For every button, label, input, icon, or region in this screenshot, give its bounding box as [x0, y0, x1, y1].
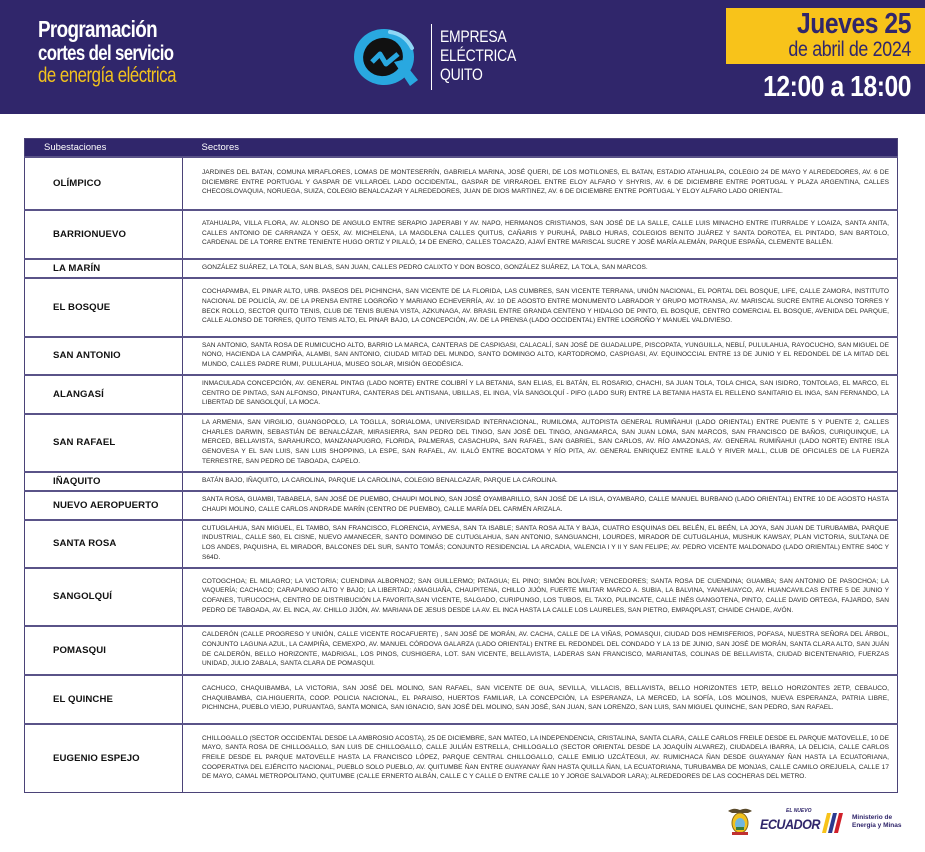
sectors-list: SAN ANTONIO, SANTA ROSA DE RUMICUCHO ALTO, BARRIO LA MARCA, CANTERAS DE CASPIGASI, CALACALÍ, SAN JOSÉ DE GUADALUPE, PISCOPATA, YUNGUILLA, NEBLÍ, PULULAHUA, RAYOCUCHO, SAN MIGUEL DE NONO, HACIENDA LA CAMPIÑA, ALAMBI, SAN ANTONIO, CIUDAD MITAD DEL MUNDO, SANTO DOMINGO ALTO, KARTODROMO, CASPIGASI, AV. EQUINOCCIAL ENTRE 13 DE JUNIO Y EL REDONDEL DE LA MITAD DEL MUNDO, CALLES PADRE RUMI, PULULAHUA, MUSEO SOLAR, MISIÓN GEODÉSICA. — [183, 337, 898, 375]
sectors-list: ATAHUALPA, VILLA FLORA, AV. ALONSO DE ANGULO ENTRE SERAPIO JAPERABI Y AV. NAPO, HERMANOS CRISTIANOS, SAN JOSÉ DE LA SALLE, CALLE LUIS MINACHO ENTRE ITURRALDE Y LOAIZA, SANTA ANITA, CALLES ANTONIO DE CARRANZA Y OE5X, AV. MICHELENA, LA MAGDLENA CALLES QUITUS, CAÑARIS Y PURUHÁ, PABLO HURAS, COLEGIOS BENITO JUÁREZ Y SANTA DOROTEA, EL PINTADO, SAN BARTOLO, CARDENAL DE LA TORRE ENTRE TENIENTE HUGO ORTIZ Y PILALÓ, 14 DE ENERO, CALLES TOACAZO, AJAVÍ ENTRE MARISCAL SUCRE Y JOSÉ MARÍA ALEMÁN, PARQUE ESPAÑA, CLEMENTE BALLÉN. — [183, 210, 898, 259]
program-title — [38, 18, 210, 86]
sectors-list: CHILLOGALLO (SECTOR OCCIDENTAL DESDE LA AMBROSIO ACOSTA), 25 DE DICIEMBRE, SAN MATEO, LA INDEPENDENCIA, CRISTALINA, SANTA CLARA, CALLE CARLOS FREILE DESDE EL PARQUE MATOVELLE, 10 DE MAYO, SANTA ROSA DE CHILLOGALLO, SAN LUIS DE CHILLOGALLO, CALLE JULIÁN ESTRELLA, CHILLOGALLO (SECTOR ORIENTAL DESDE LA JOAQUÍN ALVAREZ), CIUDADELA IBARRA, LA DELICIA, CALLE CARLOS FREILE DESDE EL PARQUE MATOVELLE HASTA LA FRANCISCO LÓPEZ, PARQUE CENTRAL CHILLOGALLO, CALLE EMILIO UZCÁTEGUI, AV. RUMICHACA ÑAN DESDE GUAYANAY ÑAN HASTA LA ECUATORIANA, COOPERATIVA DEL EJÉRCITO NACIONAL, PUEBLO SOLO PUEBLO, AV. QUITUMBE ÑAN ENTRE GUAYANAY ÑAN HASTA QUILLA ÑAN, LA ECUATORIANA, TURUBAMBA DE MONJAS, CALLE CAMILO OREJUELA, CALLE 17 DE MAYO, CAMAL METROPOLITANO, QUITUMBE (CALLE ERNERTO ALBÁN, CALLE C Y CALLE D ENTRE CALLE 10 Y JORGE SALVADOR LARA); ALREDEDORES DE LAS COCHERAS DEL METRO. — [183, 724, 898, 793]
table-row — [25, 568, 898, 626]
table-row — [25, 724, 898, 793]
table-row — [25, 626, 898, 675]
table-row — [25, 278, 898, 337]
substation-name: IÑAQUITO — [25, 472, 183, 491]
date-box — [726, 8, 925, 64]
el-nuevo-ecuador-logo — [760, 808, 840, 836]
header-banner — [0, 0, 925, 114]
substation-name: SANTA ROSA — [25, 520, 183, 568]
sectors-list: SANTA ROSA, GUAMBI, TABABELA, SAN JOSÉ DE PUEMBO, CHAUPI MOLINO, SAN JOSÉ OYAMBARILLO, SAN JOSÉ DE LA ISLA, OYAMBARO, CALLE MANUEL BURBANO (LADO ORIENTAL) ENTRE 10 DE AGOSTO HASTA CHAUPI MOLINO, CALLE CARLOS ANDRADE MARÍN (CENTRO DE PUEMBO), CALLE MARÍA DEL CARMÉN ARIZALA. — [183, 491, 898, 520]
substation-name: POMASQUI — [25, 626, 183, 675]
table-row — [25, 259, 898, 278]
substation-name: EL QUINCHE — [25, 675, 183, 724]
table-row — [25, 210, 898, 259]
company-name — [440, 27, 516, 84]
table-row — [25, 520, 898, 568]
ecuador-coat-of-arms-icon — [726, 805, 754, 837]
company-line-3: QUITO — [440, 65, 483, 84]
company-line-2: ELÉCTRICA — [440, 46, 517, 65]
table-row — [25, 491, 898, 520]
substation-name: EUGENIO ESPEJO — [25, 724, 183, 793]
title-line-1: Programación — [38, 16, 157, 42]
sectors-list: CALDERÓN (CALLE PROGRESO Y UNIÓN, CALLE VICENTE ROCAFUERTE) , SAN JOSÉ DE MORÁN, AV. CACHA, CALLE DE LA VIÑAS, POMASQUI, CIUDAD DOS HEMISFERIOS, POFASA, NUESTRA SEÑORA DEL ÁRBOL, CONJUNTO LAGUNA AZUL, LA CAMPIÑA, CEMEXPO, AV. MANUEL CÓRDOVA GALARZA (LADO ORIENTAL) ENTRE EL REDONDEL DEL CONDADO Y LA 13 DE JUNIO, SAN JOSÉ DE MORÁN, SANTA CLARA ALTO, SAN JUÁN DE CALDERÓN, BELLO HORIZONTE, MADRIGAL, LOS PINOS, CUSHIGERA, LOT. SAN VICENTE, BELLAVISTA, LADERAS SAN FRANCISCO, MARIANITAS, COLINAS DE BELLAVISTA, CIUDAD BICENTENARIO, FUERZAS UNIDAD, JULIO ZABALA, SANTA CLARA DE POMASQUI. — [183, 626, 898, 675]
ministry-name — [852, 814, 902, 829]
table-row — [25, 675, 898, 724]
company-line-1: EMPRESA — [440, 27, 507, 46]
logo-divider — [431, 24, 432, 90]
date-day: Jueves 25 — [796, 8, 911, 40]
flag-stripes-icon — [822, 813, 844, 833]
brand-small-text: EL NUEVO — [786, 808, 812, 814]
title-line-3: de energía eléctrica — [38, 64, 176, 87]
title-line-2: cortes del servicio — [38, 42, 174, 65]
substation-name: ALANGASÍ — [25, 375, 183, 414]
table-row — [25, 337, 898, 375]
table-header-row — [25, 139, 898, 157]
substation-name: NUEVO AEROPUERTO — [25, 491, 183, 520]
column-header-sectors: Sectores — [183, 139, 898, 157]
time-range: 12:00 a 18:00 — [763, 71, 911, 103]
column-header-substations: Subestaciones — [25, 139, 183, 157]
substation-name: EL BOSQUE — [25, 278, 183, 337]
sectors-list: CACHUCO, CHAQUIBAMBA, LA VICTORIA, SAN JOSÉ DEL MOLINO, SAN RAFAEL, SAN VICENTE DE GUA, SEVILLA, VILLACIS, BELLAVISTA, BELLO HORIZONTES 1ETP, BELLO HORIZONTES 2ETP, CEBAUCO, CHAQUIBAMBA, CIA.HIGUERITA, COOP. POLICIA NACIONAL, EL PARAISO, HUERTOS FAMILIAR, LA CONCEPCIÓN, LA ESPERANZA, LA MERCED, LA SOFÍA, LOS MOLINOS, NUEVA ESPERANZA, PATRIA LIBRE, PICHINCHA, PUEBLO VIEJO, PURUANTAG, SANTA MONICA, SAN IGNACIO, SAN JOSÉ DEL MOLINO, SAN JOSÉ, SAN JUAN, SAN LORENZO, SAN LUIS, SAN MIGUEL QUINCHE, SAN PEDRO, SAN RAFAEL. — [183, 675, 898, 724]
table-row — [25, 414, 898, 472]
table-row — [25, 157, 898, 210]
substation-name: BARRIONUEVO — [25, 210, 183, 259]
table-row — [25, 472, 898, 491]
table-row — [25, 375, 898, 414]
eeq-logo-icon — [350, 24, 422, 90]
brand-word: ECUADOR — [760, 816, 820, 832]
sectors-list: COTOGCHOA; EL MILAGRO; LA VICTORIA; CUENDINA ALBORNOZ; SAN GUILLERMO; PATAGUA; EL PINO; SIMÓN BOLÍVAR; VENCEDORES; SANTA ROSA DE CUENDINA; GUAMBA; SAN ANTONIO DE PASOCHOA; LA VAQUERÍA; CACHACO; CARAPUNGO ALTO Y BAJO; LA LIBERTAD; AMAGUAÑA, CHAUPITENA, CHILLO JIJÓN, FUERTE MILITAR MARCO A. SUBIA, LA BALVINA, YANAHUAYCO, AV. HUANCAVILCAS ENTRE 5 DE JUNIO Y COFANES, TURUCOCHA, CENTRO DE DISTRIBUCIÓN LA FAVORITA,SAN VICENTE, SALGADO, CURIPUNGO, LOS TUBOS, EL TAXO, PULINCATE, CALLE INÉS GANGOTENA, PINTO, CALLE DAVID ORTEGA, FAJARDO, SAN PEDRO DE TABOADA, AV. EL INCA, AV. CHILLO JIJÓN, AV. MARIANA DE JESUS DESDE LA AV. EL INCA HASTA LA CALLE LOS LAURELES, SAN PIETRO, EMPAQPLAST, CHAIDE CHAIDE, AVÓN. — [183, 568, 898, 626]
date-month-year: de abril de 2024 — [788, 38, 911, 61]
substation-name: LA MARÍN — [25, 259, 183, 278]
substation-name: OLÍMPICO — [25, 157, 183, 210]
ministry-line-2: Energía y Minas — [852, 821, 902, 829]
sectors-list: LA ARMENIA, SAN VIRGILIO, GUANGOPOLO, LA TOGLLA, SORIALOMA, UNIVERSIDAD INTERNACIONAL, RUMILOMA, AUTOPISTA GENERAL RUMIÑAHUI (LADO ORIENTAL) ENTRE PUENTE 5 Y PUENTE 2, CALLES CHARLES DARWIN, SEBASTIÁN DE BENALCÁZAR, MIRASIERRA, SAN PEDRO DEL TINGO, SAN JOSÉ DEL TINGO, ANGAMARCA, SAN JUAN LOMA, SAN MARCOS, SAN FRANCISCO DE BAÑOS, CURIQUINQUE, LA MERCED, BELLAVISTA, SARAHURCO, MANZANAPUGRO, FLORIDA, PALMERAS, CASACHUPA, SAN RAFAEL, SAN GABRIEL, SAN CARLOS, AV. RÍO AMAZONAS, AV. GENERAL RUMIÑAHUI (LADO NORTE) ENTRE ISLA GENOVESA Y EL SAN LUIS, SAN LUIS SHOPPING, LA ESPE, SAN RAFAEL, AV. ILALÓ ENTRE BOCATOMA Y RÍO PITA, AV. GENERAL ENRIQUEZ ENTRE ILALÓ Y RIVER MALL, CLUB DE OFICIALES DE LA FUERZA TERRESTRE, SAN PEDRO DE TABOADA, CAPELO. — [183, 414, 898, 472]
sectors-list: INMACULADA CONCEPCIÓN, AV. GENERAL PINTAG (LADO NORTE) ENTRE COLIBRÍ Y LA BETANIA, SAN ELIAS, EL BATÁN, EL ROSARIO, CHACHI, SA JUAN TOLA, TOLA CHICA, SAN ISIDRO, TONTOLAG, EL MARCO, EL CENTRO DE PINTAG, SAN ALFONSO, PINANTURA, CANTERAS DEL ANTISANA, UBILLAS, EL INGA, VÍA SANGOLQUÍ - PIFO (LADO SUR) ENTRE LA BETANIA HASTA EL RELLENO SANITARIO EL INGA, SAN FERNANDO, LA LIBERTAD DE SANGOLQUÍ, LA MOCA. — [183, 375, 898, 414]
substation-name: SANGOLQUÍ — [25, 568, 183, 626]
sectors-list: CUTUGLAHUA, SAN MIGUEL, EL TAMBO, SAN FRANCISCO, FLORENCIA, AYMESA, SAN TA ISABLE; SANTA ROSA ALTA Y BAJA, CUATRO ESQUINAS DEL BELÉN, EL BEÉN, LA JOYA, SAN JUAN DE TURUBAMBA, PARQUE INDUSTRIAL, CALLE S60, EL CISNE, NUEVO AMANECER, SANTO DOMINGO DE CUTUGLAHUA, SAN ANTONIO, SANGUANCHI, LOURDES, MIRADOR DE CUTUGLAHUA, MUSHUK KAWSAY, PLAN VICTORIA, SULTANA DE LOS ANDES, PAQUISHA, EL MIRADOR, BALCONES DEL SUR, SANTO TOMÁS; CONJUNTO RESIDENCIAL LA ARCADIA, VALENCIA I Y II Y SAN FELIPE; AV. PEDRO VICENTE MALDONADO (LADO ORIENTAL) ENTRE S40C Y S64D. — [183, 520, 898, 568]
substation-name: SAN ANTONIO — [25, 337, 183, 375]
sectors-list: GONZÁLEZ SUÁREZ, LA TOLA, SAN BLAS, SAN JUAN, CALLES PEDRO CALIXTO Y DON BOSCO, GONZÁLEZ SUÁREZ, LA TOLA, SAN MARCOS. — [183, 259, 898, 278]
sectors-list: BATÁN BAJO, IÑAQUITO, LA CAROLINA, PARQUE LA CAROLINA, COLEGIO BENALCAZAR, PARQUE LA CAROLINA. — [183, 472, 898, 491]
government-footer — [726, 804, 916, 838]
ministry-line-1: Ministerio de — [852, 814, 893, 821]
substation-name: SAN RAFAEL — [25, 414, 183, 472]
outage-schedule-table — [24, 138, 898, 793]
sectors-list: JARDINES DEL BATAN, COMUNA MIRAFLORES, LOMAS DE MONTESERRÍN, GABRIELA MARINA, JOSÉ QUERI, DE LOS MOTILONES, EL BATAN, ESTADIO ATAHUALPA, COLEGIO 24 DE MAYO Y ALREDEDORES, AV. 6 DE DICIEMBRE ENTRE PORTUGAL Y GASPAR DE VILLAROEL LADO OCCIDENTAL, GASPAR DE VIRRAROEL ENTRE ELOY ALFARO Y SHYRIS, AV. 6 DE DICIEMBRE ENTRE PORTUGAL Y PLAZA ARGENTINA, CALLES CHECOSLOVAQUIA, NORUEGA, SUIZA, COLEGIO BENALCAZAR Y ALREDEDORES, JUAN DE DIOS MARTINEZ, AV. 6 DE DICIEMBRE ENTRE PORTUGAL Y ELOY ALFARO LADO ORIENTAL. — [183, 157, 898, 210]
sectors-list: COCHAPAMBA, EL PINAR ALTO, URB. PASEOS DEL PICHINCHA, SAN VICENTE DE LA FLORIDA, LAS CUMBRES, SAN VICENTE TERRANA, UNIÓN NACIONAL, EL PORTAL DEL BOSQUE, LIFE, CALLE ZAMORA, INSTITUTO NACIONAL DE POLICÍA, AV. DE LA PRENSA ENTRE LOGROÑO Y MARIANO ECHEVERRÍA, AV. 10 DE AGOSTO ENTRE MONUMENTO LABRADOR Y GRUPO MOTRANSA, AV. MARISCAL SUCRE ENTRE ALONSO TORRES Y BECK ROLLO, SECTOR QUITO TENIS, CLUB DE TENIS BUENA VISTA, AZKUNAGA, AV. BRASIL ENTRE GRANDA CENTENO Y HIDALGO DE PINTO, EL BOSQUE, CENTRO COMERCIAL EL BOSQUE, AVENIDA DEL PARQUE, CALLE ALONSO DE TORRES, QUITO TENIS ALTO, EL PINAR BAJO, LA CONCEPCIÓN, AV. DE LA PRENSA (LADO OCCIDENTAL) ENTRE LOGROÑO Y MANUEL VALDIVIESO. — [183, 278, 898, 337]
